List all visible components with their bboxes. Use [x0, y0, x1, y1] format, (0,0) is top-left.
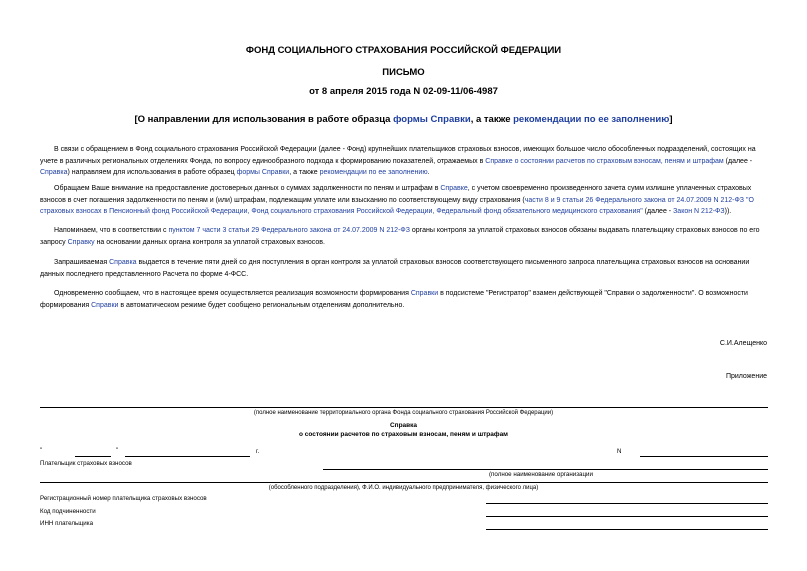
- subordination-field[interactable]: [486, 516, 768, 517]
- reference-link[interactable]: Справки: [91, 301, 119, 309]
- paragraph-5: [40, 288, 775, 311]
- appendix-label: Приложение: [725, 373, 767, 380]
- payer-subdivision-line[interactable]: [40, 482, 768, 483]
- paragraph-3: [40, 225, 775, 248]
- document-org-heading: ФОНД СОЦИАЛЬНОГО СТРАХОВАНИЯ РОССИЙСКОЙ ФЕДЕРАЦИИ: [245, 45, 562, 56]
- form-org-line: [40, 407, 768, 408]
- paragraph-text: (далее -: [642, 208, 674, 215]
- form-org-caption: (полное наименование территориального органа Фонда социального страхования Российской Федерации): [253, 410, 554, 416]
- paragraph-text: органы контроля за уплатой страховых взносов обязаны выдавать плательщику страховых взносов по его запросу: [40, 227, 760, 246]
- reference-link[interactable]: Справка: [40, 169, 68, 176]
- paragraph-text: на основании данных органа контроля за уплатой страховых взносов.: [94, 238, 325, 246]
- date-quote-open: ": [40, 447, 43, 454]
- document-type-heading: ПИСЬМО: [382, 67, 425, 78]
- paragraph-1: [40, 144, 775, 179]
- form-subtitle: о состоянии расчетов по страховым взносам, пеням и штрафам: [298, 431, 508, 438]
- subject-close-text: ]: [669, 114, 673, 125]
- date-quote-close: ": [116, 447, 119, 454]
- number-field[interactable]: [640, 456, 768, 457]
- subdivision-caption: (обособленного подразделения), Ф.И.О. индивидуального предпринимателя, физического лица): [268, 485, 539, 491]
- subject-mid-text: , а также: [470, 114, 514, 125]
- reference-link[interactable]: части 8 и 9 статьи 26 Федерального закона от 24.07.2009 N 212-ФЗ "О страховых взносах в Пенсионный фонд Российской Федерации, Фонд социального страхования Российской Федерации, Федеральный фонд обязательного медицинского страхования": [40, 196, 754, 215]
- date-year-suffix: г.: [256, 448, 260, 455]
- reference-link[interactable]: формы Справки: [236, 169, 290, 176]
- paragraph-text: Обращаем Ваше внимание на предоставление достоверных данных о суммах задолженности по пеням и штрафам в: [54, 185, 441, 192]
- subject-open-text: [О направлении для использования в работе образца: [134, 114, 394, 125]
- paragraph-text: Напоминаем, что в соответствии с: [54, 227, 169, 234]
- reference-link[interactable]: Справки: [410, 290, 439, 297]
- reg-number-field[interactable]: [486, 503, 768, 504]
- reference-link[interactable]: Справка: [109, 259, 137, 266]
- reference-link[interactable]: Закон N 212-ФЗ: [673, 208, 725, 215]
- reference-link[interactable]: Справке о состоянии расчетов по страховым взносам, пеням и штрафам: [485, 157, 724, 165]
- payer-label: Плательщик страховых взносов: [40, 460, 132, 467]
- reference-link[interactable]: рекомендации по ее заполнению: [319, 169, 428, 176]
- number-label: N: [617, 448, 622, 455]
- paragraph-text: ) направляем для использования в работе образец: [67, 169, 237, 176]
- reference-link[interactable]: пунктом 7 части 3 статьи 29 Федерального закона от 24.07.2009 N 212-ФЗ: [168, 227, 410, 234]
- document-date-line: от 8 апреля 2015 года N 02-09-11/06-4987: [309, 86, 498, 97]
- paragraph-text: выдается в течение пяти дней со дня поступления в орган контроля за уплатой страховых взносов соответствующего письменного запроса плательщика страховых взносов на основании данных последнего представленного Расчета по форме 4-ФСС.: [40, 259, 750, 278]
- paragraph-text: Запрашиваемая: [54, 259, 110, 266]
- paragraph-text: В связи с обращением в Фонд социального страхования Российской Федерации (далее - Фонд) крупнейших плательщиков страховых взносов, имеющих большое число обособленных подразделений, состоящих на учете в различных региональных отделениях Фонда, по вопросу единообразного подхода к формированию показателей, отражаемых в: [40, 146, 756, 165]
- document-subject: [0, 114, 807, 125]
- paragraph-text: (далее -: [723, 157, 753, 165]
- subject-form-link[interactable]: формы Справки: [393, 114, 471, 125]
- subordination-label: Код подчиненности: [40, 508, 96, 515]
- inn-label: ИНН плательщика: [40, 520, 94, 527]
- date-day-field[interactable]: [75, 456, 111, 457]
- date-month-field[interactable]: [125, 456, 250, 457]
- reference-link[interactable]: Справку: [67, 238, 95, 246]
- payer-name-field[interactable]: [323, 469, 768, 470]
- signature: С.И.Алещенко: [719, 340, 767, 347]
- paragraph-text: .: [427, 169, 430, 176]
- paragraph-text: в автоматическом режиме будет сообщено региональным отделениям дополнительно.: [118, 301, 405, 309]
- paragraph-4: [40, 257, 775, 280]
- paragraph-text: , а также: [289, 169, 320, 176]
- paragraph-2: [40, 183, 775, 218]
- subject-recommendation-link[interactable]: рекомендации по ее заполнению: [513, 114, 670, 125]
- paragraph-text: Одновременно сообщаем, что в настоящее время осуществляется реализация возможности формирования: [54, 290, 411, 297]
- paragraph-text: , с учетом своевременно произведенного зачета сумм излишне уплаченных страховых взносов в счет погашения задолженности по пеням и (или) штрафам, подлежащим уплате или взысканию по соответствующему виду страхования (: [40, 185, 752, 204]
- reg-number-label: Регистрационный номер плательщика страховых взносов: [40, 495, 207, 502]
- inn-field[interactable]: [486, 529, 768, 530]
- paragraph-text: в подсистеме "Регистратор" взамен действующей "Справки о задолженности". О возможности формирования: [40, 290, 748, 309]
- paragraph-text: )).: [724, 208, 732, 215]
- reference-link[interactable]: Справке: [440, 185, 468, 192]
- form-title: Справка: [389, 422, 418, 429]
- org-name-caption: (полное наименование организации: [489, 471, 593, 478]
